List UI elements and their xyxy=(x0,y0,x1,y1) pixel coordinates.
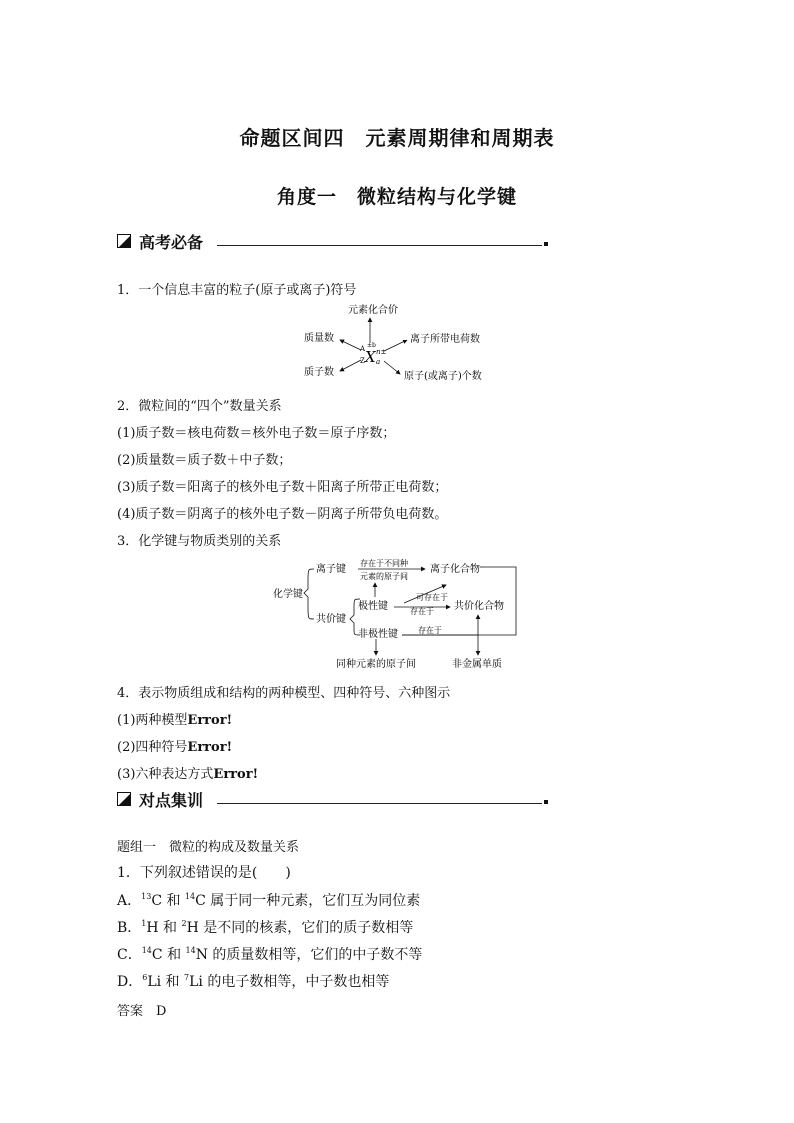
page-subtitle: 角度一 微粒结构与化学键 xyxy=(276,186,517,208)
label-exists-different: 存在于不同种 xyxy=(360,559,408,568)
label-element-atoms: 元素的原子间 xyxy=(360,572,408,581)
node-chemical-bond: 化学键 xyxy=(273,589,303,600)
option-statement: 属于同一种元素，它们互为同位素 xyxy=(205,893,421,909)
error-field-2: Error! xyxy=(187,740,233,755)
bond-type-diagram xyxy=(270,555,530,673)
node-nonpolar-bond: 非极性键 xyxy=(358,629,398,640)
isotope-mass: 7 xyxy=(184,973,190,982)
item1-label: 1．一个信息丰富的粒子(原子或离子)符号 xyxy=(117,283,357,298)
heading-rule-dot xyxy=(544,800,548,804)
section-heading-essentials xyxy=(117,232,437,252)
element-symbol: H xyxy=(146,920,159,936)
node-ionic-compound: 离子化合物 xyxy=(430,564,480,575)
node-ionic-bond: 离子键 xyxy=(316,564,346,575)
element-symbol: N xyxy=(195,947,208,963)
section-heading-text: 对点集训 xyxy=(139,791,204,810)
triangle-box-icon xyxy=(117,234,131,248)
element-symbol: Li xyxy=(147,974,162,990)
model-line-2-text: (2)四种符号 xyxy=(117,740,188,755)
error-field-3: Error! xyxy=(213,767,259,782)
nuclide-symbol-diagram xyxy=(290,300,510,386)
relation-line-2: (2)质量数＝质子数＋中子数； xyxy=(117,453,292,468)
arrow-to-charge xyxy=(384,340,407,351)
page-title: 命题区间四 元素周期律和周期表 xyxy=(239,126,555,150)
option-d xyxy=(117,971,389,991)
option-label: A． xyxy=(117,893,142,909)
arrow-to-count xyxy=(384,361,400,374)
node-polar-bond: 极性键 xyxy=(358,601,388,612)
model-line-2 xyxy=(117,736,232,755)
isotope-mass: 1 xyxy=(141,919,147,928)
symbol-count-sub: a xyxy=(376,358,381,366)
isotope-mass: 14 xyxy=(185,946,196,955)
section-heading-practice xyxy=(117,790,437,810)
option-b xyxy=(117,917,413,937)
isotope-mass: 2 xyxy=(181,919,187,928)
error-field-1: Error! xyxy=(187,713,233,728)
question-stem: 1．下列叙述错误的是( ) xyxy=(117,865,291,881)
element-symbol: H xyxy=(186,920,199,936)
isotope-mass: 6 xyxy=(142,973,148,982)
isotope-mass: 14 xyxy=(141,946,152,955)
isotope-mass: 13 xyxy=(141,892,152,901)
symbol-proton-sub: Z xyxy=(360,357,365,365)
label-mass-number: 质量数 xyxy=(304,333,334,344)
item2-label: 2．微粒间的“四个”数量关系 xyxy=(117,399,282,414)
option-statement: 的质量数相等，它们的中子数不等 xyxy=(207,947,423,963)
element-symbol: C xyxy=(151,947,163,963)
label-may-exist: 可存在于 xyxy=(416,593,448,602)
option-c xyxy=(117,944,422,964)
heading-rule-dot xyxy=(544,242,548,246)
answer: 答案 D xyxy=(117,1004,167,1019)
model-line-1 xyxy=(117,709,232,728)
isotope-mass: 14 xyxy=(184,892,196,901)
element-symbol: Li xyxy=(189,974,203,990)
element-symbol: C xyxy=(151,893,163,909)
node-same-element-atoms: 同种元素的原子间 xyxy=(336,659,416,670)
arrow-to-proton xyxy=(340,360,361,371)
model-line-3-text: (3)六种表达方式 xyxy=(117,767,214,782)
node-covalent-bond: 共价键 xyxy=(316,614,346,625)
symbol-charge-sup: n± xyxy=(376,348,387,356)
label-ion-charge: 离子所带电荷数 xyxy=(410,334,480,345)
element-symbol: C xyxy=(195,893,206,909)
section-heading-text: 高考必备 xyxy=(139,233,204,252)
connector: 和 xyxy=(158,920,182,936)
label-exists-in-2: 存在于 xyxy=(418,626,442,635)
label-atom-count: 原子(或离子)个数 xyxy=(404,371,482,382)
label-valence: 元素化合价 xyxy=(348,305,398,316)
question-group-title: 题组一 微粒的构成及数量关系 xyxy=(117,840,300,855)
symbol-mass-sup: A xyxy=(360,345,366,353)
option-label: B． xyxy=(117,920,142,936)
option-statement: 的电子数相等，中子数也相等 xyxy=(202,974,390,990)
model-line-1-text: (1)两种模型 xyxy=(117,713,188,728)
option-statement: 是不同的核素，它们的质子数相等 xyxy=(198,920,414,936)
option-label: C． xyxy=(117,947,142,963)
heading-rule xyxy=(217,803,542,804)
triangle-box-icon xyxy=(117,792,131,806)
arrow-to-mass xyxy=(340,340,361,350)
relation-line-4: (4)质子数＝阴离子的核外电子数－阴离子所带负电荷数。 xyxy=(117,507,448,522)
relation-line-1: (1)质子数＝核电荷数＝核外电子数＝原子序数； xyxy=(117,426,396,441)
label-exists-in: 存在于 xyxy=(410,607,434,616)
model-line-3 xyxy=(117,763,258,782)
connector: 和 xyxy=(162,947,186,963)
item3-label: 3．化学键与物质类别的关系 xyxy=(117,534,282,549)
node-nonmetal-element: 非金属单质 xyxy=(452,659,502,670)
brace-left xyxy=(304,569,314,619)
symbol-valence-top: ±b xyxy=(367,342,376,349)
heading-rule xyxy=(217,245,542,246)
connector: 和 xyxy=(162,893,185,909)
item4-label: 4．表示物质组成和结构的两种模型、四种符号、六种图示 xyxy=(117,686,451,701)
node-covalent-compound: 共价化合物 xyxy=(454,601,504,612)
connector: 和 xyxy=(161,974,185,990)
relation-line-3: (3)质子数＝阳离子的核外电子数＋阳离子所带正电荷数； xyxy=(117,480,448,495)
option-label: D． xyxy=(117,974,143,990)
option-a xyxy=(117,890,420,910)
symbol-element: X xyxy=(365,348,376,366)
label-proton-number: 质子数 xyxy=(304,367,334,378)
